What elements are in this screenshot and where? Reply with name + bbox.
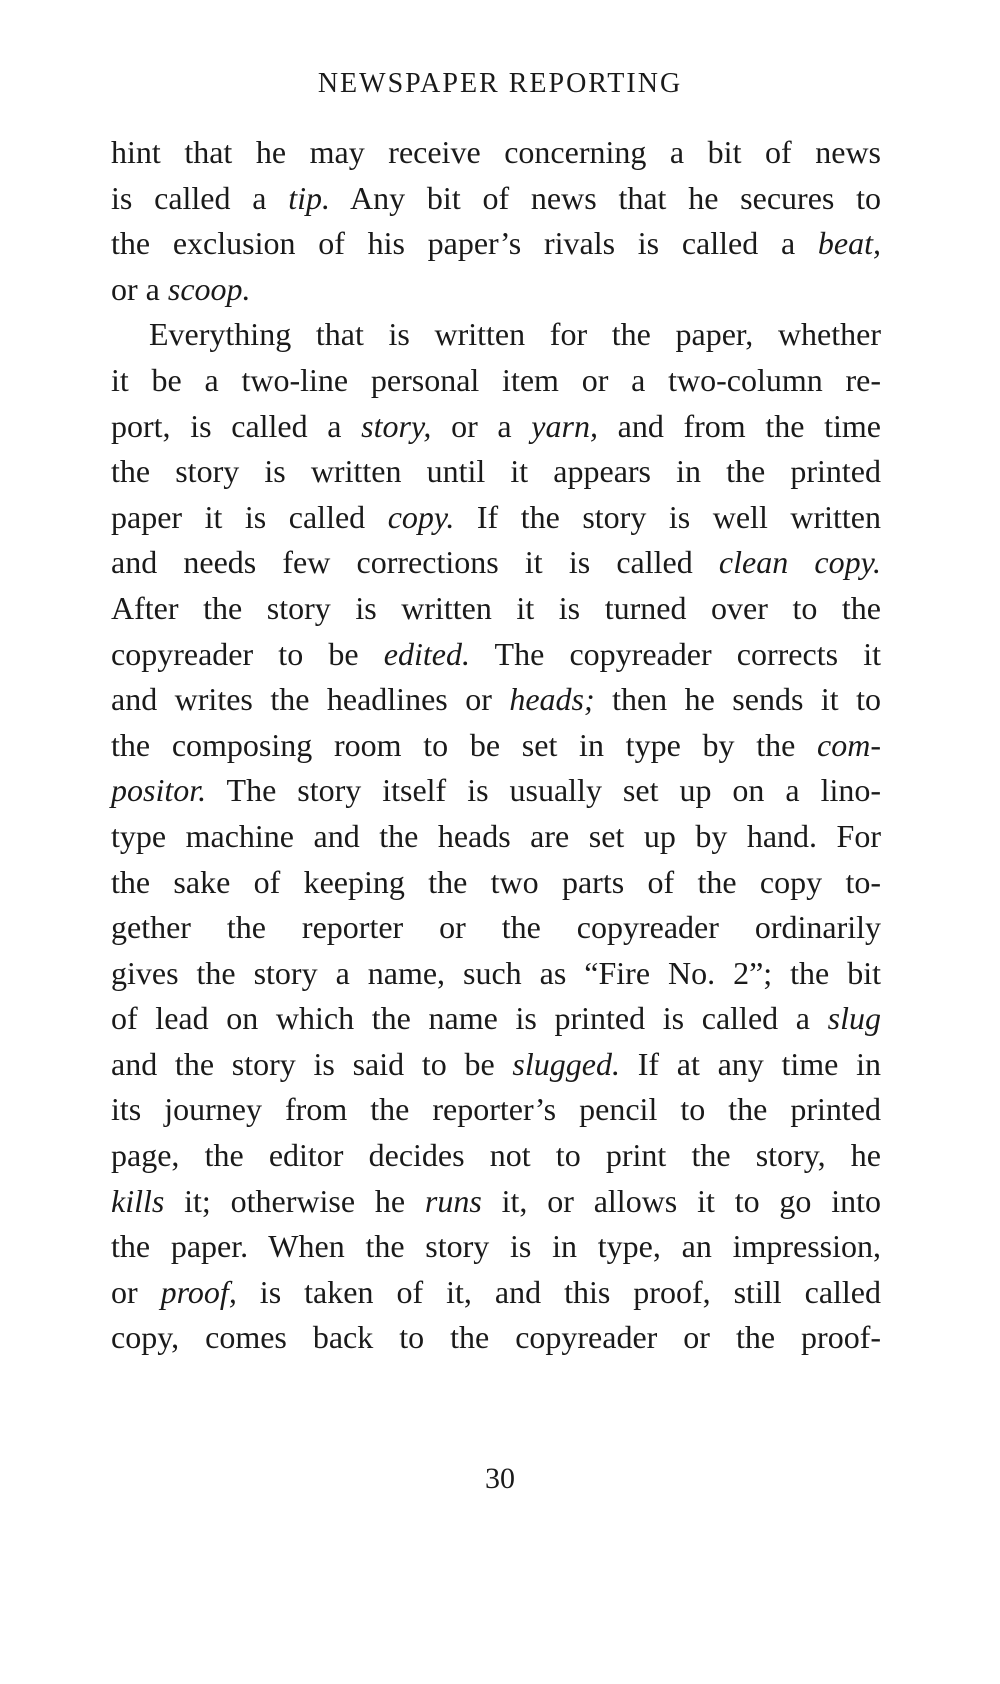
- page-number: 30: [485, 1462, 515, 1495]
- text-line-7: port, is called a story, or a yarn, and from the time: [111, 407, 881, 444]
- text-line-26: or proof, is taken of it, and this proof, still called: [111, 1273, 882, 1310]
- text-line-4: or a scoop.: [111, 270, 251, 307]
- text-line-24: kills it; otherwise he runs it, or allows it to go into: [111, 1182, 882, 1219]
- text-line-10: and needs few corrections it is called clean copy.: [111, 544, 882, 581]
- text-line-18: gether the reporter or the copyreader ordinarily: [111, 909, 881, 946]
- text-line-12: copyreader to be edited. The copyreader corrects it: [111, 635, 882, 672]
- running-head: NEWSPAPER REPORTING: [317, 68, 683, 99]
- text-line-16: type machine and the heads are set up by hand. For: [111, 817, 881, 854]
- text-line-22: its journey from the reporter’s pencil to the printed: [111, 1091, 881, 1128]
- text-line-8: the story is written until it appears in the printed: [111, 453, 881, 490]
- text-line-5: Everything that is written for the paper, whether: [149, 316, 881, 353]
- text-line-23: page, the editor decides not to print the story, he: [111, 1137, 881, 1174]
- text-line-15: positor. The story itself is usually set up on a lino-: [111, 772, 881, 809]
- text-line-21: and the story is said to be slugged. If at any time in: [111, 1045, 882, 1082]
- text-line-6: it be a two-line personal item or a two-column re-: [111, 361, 881, 398]
- text-line-11: After the story is written it is turned over to the: [111, 589, 881, 626]
- text-line-1: hint that he may receive concerning a bit of news: [111, 134, 881, 170]
- text-line-25: the paper. When the story is in type, an impression,: [111, 1228, 881, 1265]
- text-line-3: the exclusion of his paper’s rivals is called a beat,: [111, 225, 881, 262]
- text-line-13: and writes the headlines or heads; then he sends it to: [111, 681, 882, 718]
- body-text: [111, 130, 881, 1361]
- text-line-19: gives the story a name, such as “Fire No. 2”; the bit: [111, 954, 881, 991]
- text-line-17: the sake of keeping the two parts of the copy to-: [111, 863, 881, 900]
- text-line-27: copy, comes back to the copyreader or the proof-: [111, 1319, 881, 1356]
- text-line-20: of lead on which the name is printed is called a slug: [111, 1000, 881, 1037]
- text-line-2: is called a tip. Any bit of news that he secures to: [111, 179, 882, 216]
- text-line-9: paper it is called copy. If the story is well written: [111, 498, 882, 535]
- text-line-14: the composing room to be set in type by the com-: [111, 726, 881, 763]
